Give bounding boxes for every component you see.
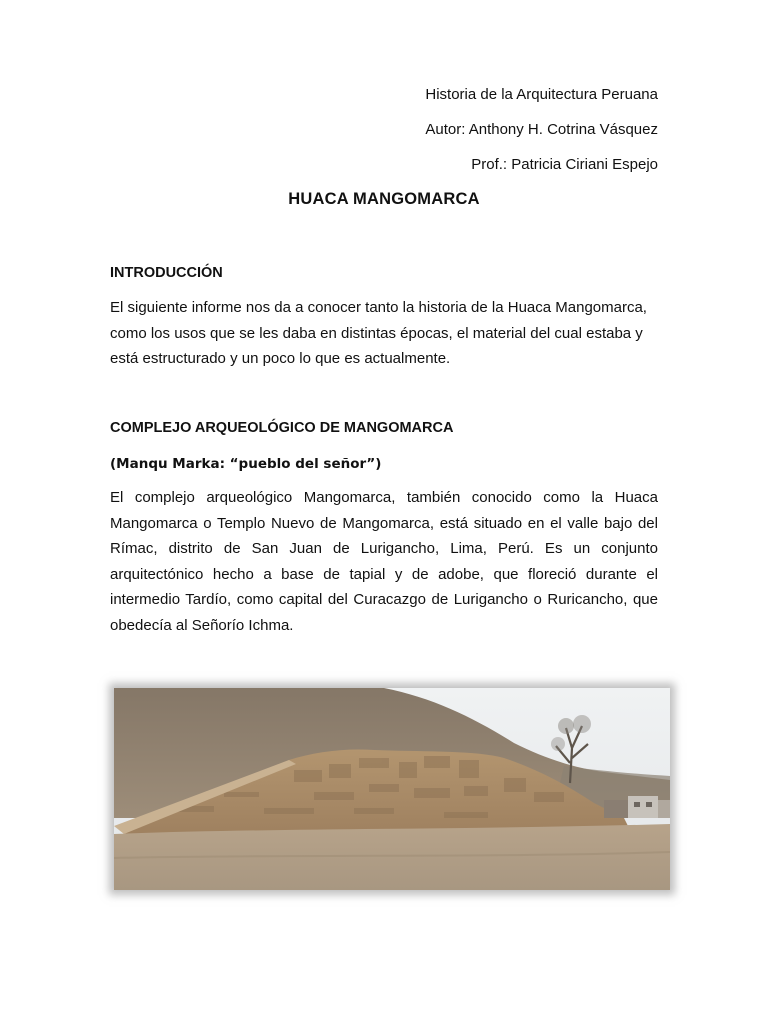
professor-line: Prof.: Patricia Ciriani Espejo xyxy=(471,156,658,173)
huaca-photo xyxy=(114,688,670,890)
huaca-photo-illustration xyxy=(114,688,670,890)
complejo-line: arquitectónico hecho a base de tapial y de adobe, que floreció durante el xyxy=(110,565,658,583)
document-title: HUACA MANGOMARCA xyxy=(288,190,480,208)
complejo-paragraph xyxy=(110,485,658,638)
author-line: Autor: Anthony H. Cotrina Vásquez xyxy=(425,121,658,138)
intro-paragraph xyxy=(110,295,658,372)
complejo-heading: COMPLEJO ARQUEOLÓGICO DE MANGOMARCA xyxy=(110,420,454,436)
intro-line: El siguiente informe nos da a conocer tanto la historia de la Huaca Mangomarca, xyxy=(110,299,647,316)
complejo-line: Mangomarca o Templo Nuevo de Mangomarca, está situado en el valle bajo del xyxy=(110,514,658,532)
course-name: Historia de la Arquitectura Peruana xyxy=(425,86,658,103)
intro-line: está estructurado y un poco lo que es actualmente. xyxy=(110,350,451,367)
intro-line: como los usos que se les daba en distintas épocas, el material del cual estaba y xyxy=(110,324,643,342)
complejo-line: Rímac, distrito de San Juan de Lurigancho, Lima, Perú. Es un conjunto xyxy=(110,540,658,557)
complejo-line: intermedio Tardío, como capital del Curacazgo de Lurigancho o Ruricancho, que xyxy=(110,591,658,608)
complejo-line: El complejo arqueológico Mangomarca, también conocido como la Huaca xyxy=(110,489,658,506)
complejo-subheading: (Manqu Marka: “pueblo del señor”) xyxy=(110,456,382,472)
intro-heading: INTRODUCCIÓN xyxy=(110,265,223,281)
complejo-line: obedecía al Señorío Ichma. xyxy=(110,616,294,634)
